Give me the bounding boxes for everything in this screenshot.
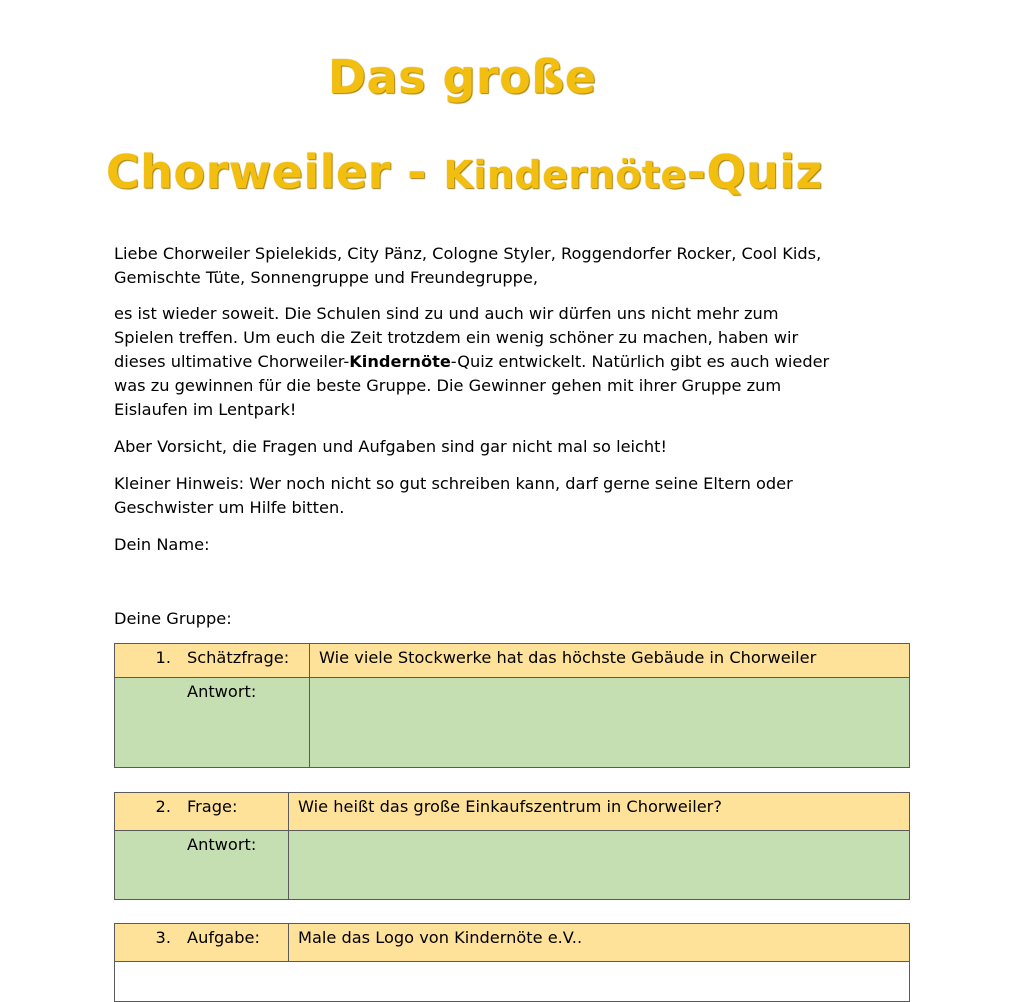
answer-1-field[interactable] [310,678,910,768]
title-quiz: -Quiz [686,145,823,199]
group-label: Deine Gruppe: [114,609,232,628]
question-2-table [114,792,910,900]
question-2-text: Wie heißt das große Einkaufszentrum in Chorweiler? [289,793,910,831]
question-3-text: Male das Logo von Kindernöte e.V.. [289,924,910,962]
name-label: Dein Name: [114,535,210,554]
kindernoete-bold: Kindernöte [349,352,451,371]
intro-hint: Kleiner Hinweis: Wer noch nicht so gut schreiben kann, darf gerne seine Eltern oder Geschwister um Hilfe bitten. [114,474,793,517]
title-line-2 [106,145,823,199]
answer-2-label: Antwort: [115,831,289,900]
question-1-table [114,643,910,768]
title-kindernoete: Kindernöte [443,153,687,197]
question-1-label: 1. Schätzfrage: [115,644,310,678]
title-line-1: Das große [328,50,597,104]
intro-paragraph: es ist wieder soweit. Die Schulen sind zu und auch wir dürfen uns nicht mehr zum Spielen treffen. Um euch die Zeit trotzdem ein wenig schöner zu machen, haben wir dieses ultimative Chorweiler-Kindernöte-Quiz entwickelt. Natürlich gibt es auch wieder was zu gewinnen für die beste Gruppe. Die Gewinner gehen mit ihrer Gruppe zum Eislaufen im Lentpark! [114,304,830,419]
drawing-area[interactable] [115,962,910,1002]
answer-1-label: Antwort: [115,678,310,768]
intro-warning: Aber Vorsicht, die Fragen und Aufgaben sind gar nicht mal so leicht! [114,437,668,456]
intro-greeting: Liebe Chorweiler Spielekids, City Pänz, Cologne Styler, Roggendorfer Rocker, Cool Kids, Gemischte Tüte, Sonnengruppe und Freundegruppe, [114,244,822,287]
question-3-table [114,923,910,1002]
question-1-text: Wie viele Stockwerke hat das höchste Gebäude in Chorweiler [310,644,910,678]
question-3-label: 3. Aufgabe: [115,924,289,962]
question-2-label: 2. Frage: [115,793,289,831]
answer-2-field[interactable] [289,831,910,900]
title-chorweiler: Chorweiler - [106,145,444,199]
